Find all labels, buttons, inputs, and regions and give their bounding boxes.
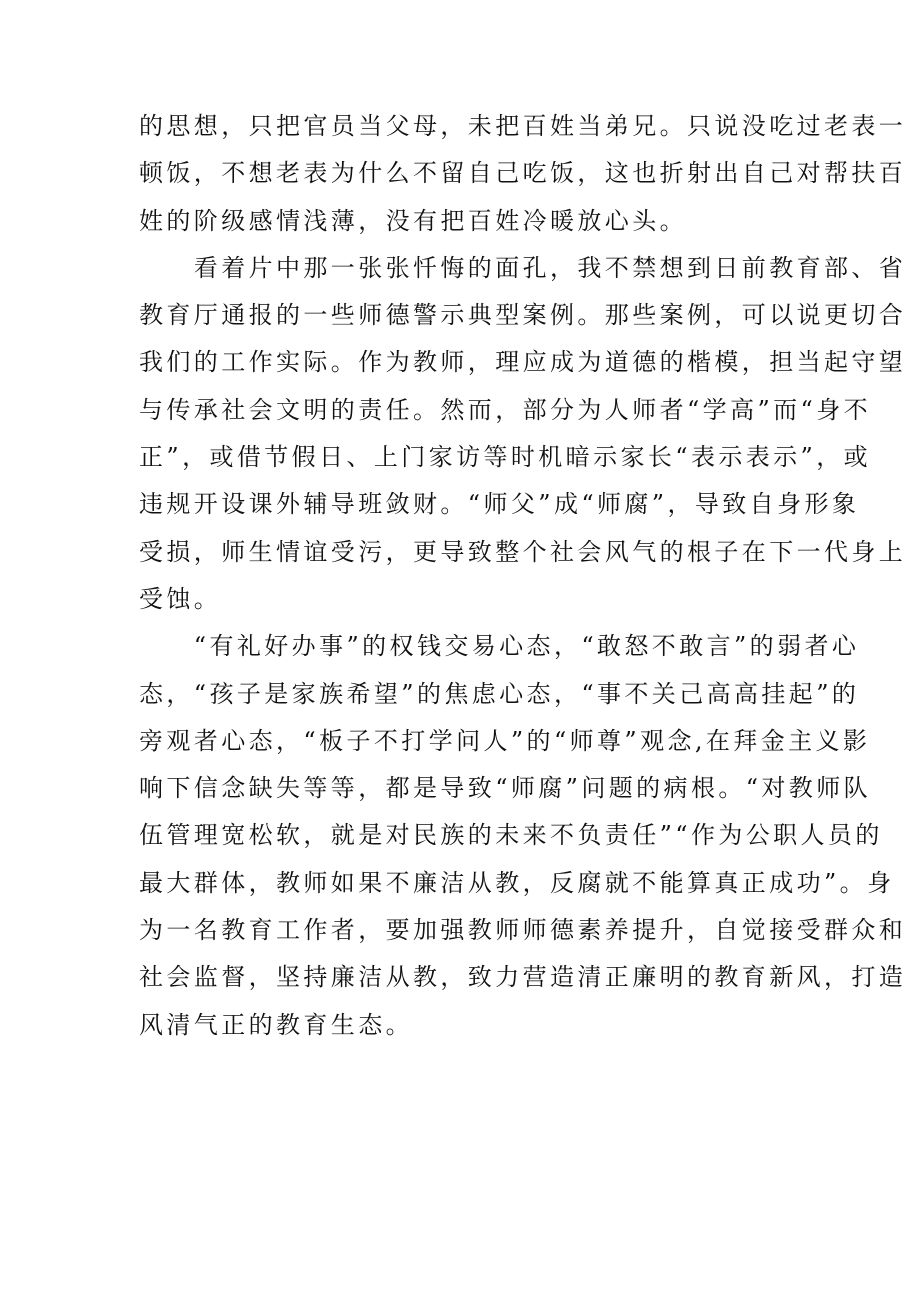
text-line-17: 最大群体，教师如果不廉洁从教，反腐就不能算真正成功”。身 xyxy=(139,868,895,897)
text-line-15: 响下信念缺失等等，都是导致“师腐”问题的病根。“对教师队 xyxy=(139,774,872,803)
text-line-20: 风清气正的教育生态。 xyxy=(139,1010,413,1039)
text-line-3: 姓的阶级感情浅薄，没有把百姓冷暖放心头。 xyxy=(139,206,687,235)
text-line-7: 与传承社会文明的责任。然而，部分为人师者“学高”而“身不 xyxy=(139,395,872,424)
text-line-14: 旁观者心态，“板子不打学问人”的“师尊”观念,在拜金主义影 xyxy=(139,726,871,755)
text-line-18: 为一名教育工作者，要加强教师师德素养提升，自觉接受群众和 xyxy=(139,916,907,945)
text-line-13: 态，“孩子是家族希望”的焦虑心态，“事不关己高高挂起”的 xyxy=(139,679,860,708)
text-line-10: 受损，师生情谊受污，更导致整个社会风气的根子在下一代身上 xyxy=(139,537,907,566)
body-text xyxy=(139,103,907,1049)
text-line-2: 顿饭，不想老表为什么不留自己吃饭，这也折射出自己对帮扶百 xyxy=(139,159,907,188)
text-line-11: 受蚀。 xyxy=(139,584,222,613)
text-line-4: 看着片中那一张张忏悔的面孔，我不禁想到日前教育部、省 xyxy=(139,253,907,282)
text-line-1: 的思想，只把官员当父母，未把百姓当弟兄。只说没吃过老表一 xyxy=(139,112,907,140)
text-line-12: “有礼好办事”的权钱交易心态，“敢怒不敢言”的弱者心 xyxy=(139,632,860,661)
text-line-9: 违规开设课外辅导班敛财。“师父”成“师腐”，导致自身形象 xyxy=(139,490,860,519)
text-line-8: 正”，或借节假日、上门家访等时机暗示家长“表示表示”，或 xyxy=(139,443,872,472)
text-line-5: 教育厅通报的一些师德警示典型案例。那些案例，可以说更切合 xyxy=(139,301,907,330)
text-line-19: 社会监督，坚持廉洁从教，致力营造清正廉明的教育新风，打造 xyxy=(139,963,907,992)
text-line-6: 我们的工作实际。作为教师，理应成为道德的楷模，担当起守望 xyxy=(139,348,907,377)
text-line-16: 伍管理宽松软，就是对民族的未来不负责任”“作为公职人员的 xyxy=(139,821,883,850)
